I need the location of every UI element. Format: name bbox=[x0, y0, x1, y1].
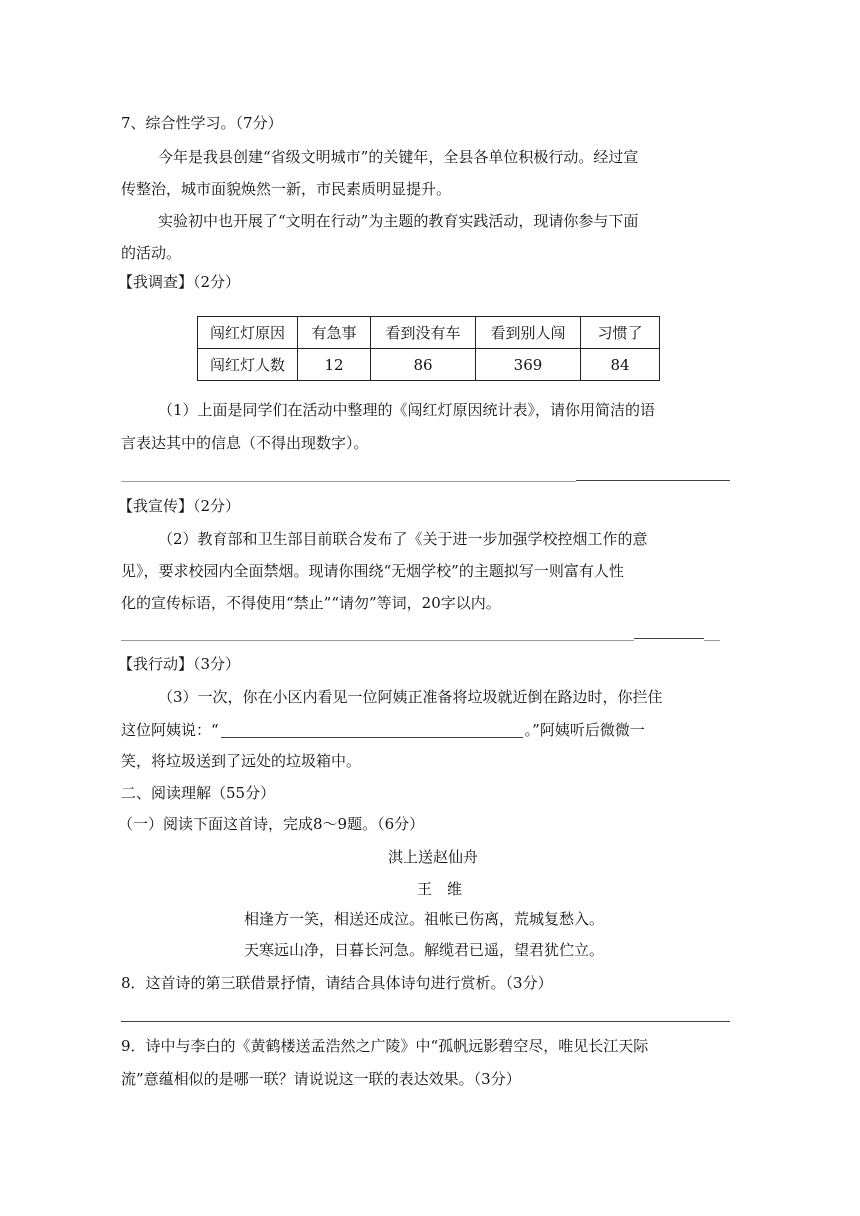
subsection-heading: （一）阅读下面这首诗，完成8～9题。（6分） bbox=[118, 815, 425, 833]
action-heading: 【我行动】（3分） bbox=[118, 655, 241, 673]
poem-author: 王 维 bbox=[417, 880, 463, 898]
question-3-suffix: 。”阿姨听后微微一 bbox=[524, 721, 645, 739]
table-cell: 看到没有车 bbox=[371, 317, 476, 349]
table-cell: 闯红灯原因 bbox=[198, 317, 298, 349]
question-9-line-2: 流”意蕴相似的是哪一联？请说说这一联的表达效果。（3分） bbox=[121, 1070, 521, 1088]
table-cell: 369 bbox=[476, 349, 581, 381]
table-row bbox=[198, 317, 660, 349]
poem-title: 淇上送赵仙舟 bbox=[388, 848, 479, 866]
intro-paragraph-1-line-1: 今年是我县创建“省级文明城市”的关键年，全县各单位积极行动。经过宣 bbox=[158, 148, 639, 166]
table-cell: 84 bbox=[581, 349, 660, 381]
question-7-heading: 7、综合性学习。（7分） bbox=[121, 114, 283, 132]
question-3-line-2 bbox=[121, 720, 645, 740]
table-cell: 86 bbox=[371, 349, 476, 381]
question-1-line-1: （1）上面是同学们在活动中整理的《闯红灯原因统计表》，请你用简洁的语 bbox=[158, 401, 656, 419]
answer-line-2-tail bbox=[704, 640, 720, 641]
table-cell: 12 bbox=[298, 349, 371, 381]
red-light-statistics-table bbox=[197, 316, 660, 381]
table-cell: 闯红灯人数 bbox=[198, 349, 298, 381]
answer-line-2-faint bbox=[121, 640, 634, 641]
answer-line-8[interactable] bbox=[121, 1021, 730, 1022]
question-2-line-3: 化的宣传标语，不得使用“禁止”“请勿”等词，20字以内。 bbox=[121, 594, 501, 612]
survey-heading: 【我调查】（2分） bbox=[118, 273, 241, 291]
intro-paragraph-2-line-1: 实验初中也开展了“文明在行动”为主题的教育实践活动，现请你参与下面 bbox=[158, 212, 639, 230]
question-3-line-3: 笑，将垃圾送到了远处的垃圾箱中。 bbox=[121, 752, 362, 770]
question-3-line-1: （3）一次，你在小区内看见一位阿姨正准备将垃圾就近倒在路边时，你拦住 bbox=[158, 688, 663, 706]
intro-paragraph-1-line-2: 传整治，城市面貌焕然一新，市民素质明显提升。 bbox=[121, 180, 452, 198]
promotion-heading: 【我宣传】（2分） bbox=[118, 497, 241, 515]
intro-paragraph-2-line-2: 的活动。 bbox=[121, 244, 182, 262]
table-cell: 看到别人闯 bbox=[476, 317, 581, 349]
question-9-line-1: 9．诗中与李白的《黄鹤楼送孟浩然之广陵》中“孤帆远影碧空尽，唯见长江天际 bbox=[121, 1037, 649, 1055]
table-row bbox=[198, 349, 660, 381]
poem-line-1: 相逢方一笑，相送还成泣。祖帐已伤离，荒城复愁入。 bbox=[244, 910, 605, 928]
table-cell: 有急事 bbox=[298, 317, 371, 349]
question-2-line-2: 见》，要求校园内全面禁烟。现请你围绕“无烟学校”的主题拟写一则富有人性 bbox=[121, 562, 624, 580]
question-1-line-2: 言表达其中的信息（不得出现数字）。 bbox=[121, 434, 369, 452]
poem-line-2: 天寒远山净，日暮长河急。解缆君已遥，望君犹伫立。 bbox=[244, 941, 605, 959]
question-2-line-1: （2）教育部和卫生部目前联合发布了《关于进一步加强学校控烟工作的意 bbox=[158, 530, 648, 548]
question-8: 8．这首诗的第三联借景抒情，请结合具体诗句进行赏析。（3分） bbox=[121, 974, 553, 992]
question-3-prefix: 这位阿姨说：“ bbox=[121, 721, 219, 739]
section-2-heading: 二、阅读理解（55分） bbox=[121, 784, 276, 802]
answer-line-1-faint bbox=[121, 481, 576, 482]
quote-answer-blank[interactable] bbox=[221, 722, 523, 738]
table-cell: 习惯了 bbox=[581, 317, 660, 349]
answer-line-1[interactable] bbox=[576, 480, 730, 481]
answer-line-2[interactable] bbox=[634, 638, 704, 639]
